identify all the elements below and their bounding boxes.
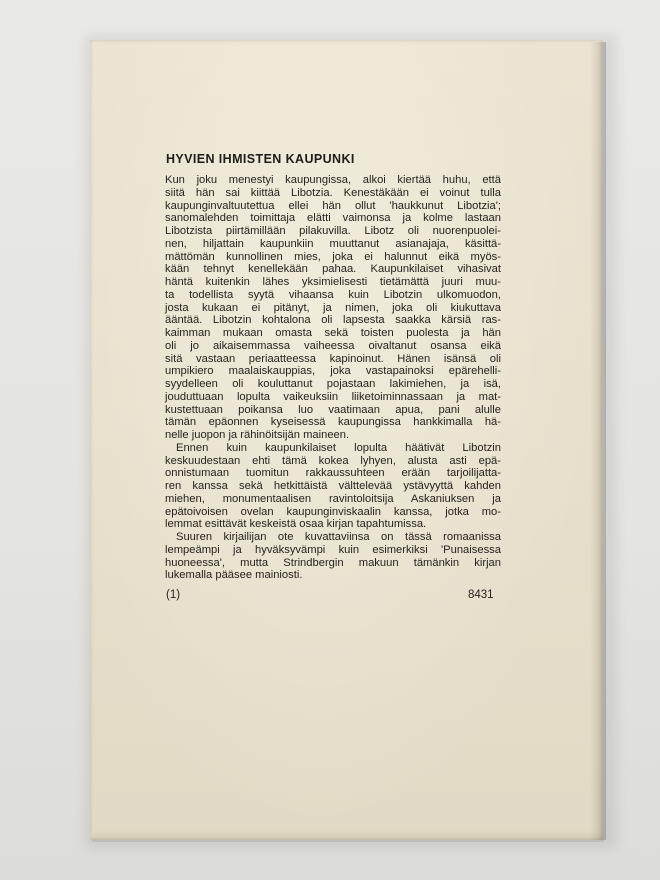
book-title: HYVIEN IHMISTEN KAUPUNKI bbox=[166, 152, 355, 166]
blurb-line: lukemalla pääsee mainiosti. bbox=[165, 569, 303, 582]
blurb-line: ta todellista syytä vihaansa kuin Libotzin ulkomuodon, bbox=[165, 288, 501, 301]
blurb-line: epätoivoisen ovelan kaupunginviskaalin kanssa, jotka mo- bbox=[165, 505, 501, 518]
blurb-line: syydelleen oli kouluttanut pojastaan lakimiehen, ja isä, bbox=[165, 378, 501, 390]
blurb-line: kaimman mukaan omasta sekä toisten puolesta ja hän bbox=[165, 327, 501, 339]
blurb-line: jouduttuaan lopulta vaikeuksiin liiketoiminnassaan ja mat- bbox=[165, 390, 501, 403]
blurb-line: onnistumaan tuomitun rakkaussuhteen erään tarjoilijatta- bbox=[165, 467, 501, 480]
blurb-line: ren kanssa sekä hetkittäistä välttelevää ystävyyttä kahden bbox=[165, 480, 501, 492]
blurb-line: nen, hiljattain kaupunkiin muuttanut asianajaja, käsittä- bbox=[165, 237, 501, 250]
blurb-line: kään tehnyt kenellekään pahaa. Kaupunkilaiset vihasivat bbox=[165, 263, 501, 276]
blurb-line: sanomalehden toimittaja elätti vaimonsa ja kolme lastaan bbox=[165, 212, 501, 225]
blurb-text bbox=[165, 174, 501, 582]
blurb-line: Ennen kuin kaupunkilaiset lopulta häätivät Libotzin bbox=[176, 441, 501, 454]
blurb-line: oli jo aikaisemmassa vaiheessa oivaltanut osansa eikä bbox=[165, 339, 501, 352]
blurb-line: siitä hän sai kiittää Libotzia. Kenestäkään ei voinut tulla bbox=[165, 186, 501, 199]
blurb-line: kaupunginvaltuutettua ellei hän ollut 'haukkunut Libotzia'; bbox=[165, 199, 501, 212]
blurb-line: tämän epäonnen kyseisessä kaupungissa hankkimalla hä- bbox=[165, 416, 501, 429]
catalog-number: 8431 bbox=[468, 589, 494, 601]
book-right-edge bbox=[590, 42, 606, 840]
blurb-line: umpikiero maalaiskauppias, joka vastapainoksi epärehelli- bbox=[165, 365, 501, 378]
blurb-line: häntä kuitenkin lähes yksimielisesti tietämättä juuri muu- bbox=[165, 276, 501, 288]
blurb-line: sitä vastaan periaatteessa kapinoinut. Hänen isänsä oli bbox=[165, 352, 501, 365]
blurb-line: Libotzista piirtämillään pilakuvilla. Libotz oli nuorenpuolei- bbox=[165, 225, 501, 237]
blurb-line: keskuudestaan ehti tämä kokea lyhyen, alusta asti epä- bbox=[165, 454, 501, 467]
blurb-line: lemmat esittävät keskeistä osaa kirjan tapahtumissa. bbox=[165, 518, 427, 531]
book-bottom-edge bbox=[92, 830, 604, 842]
blurb-line: huoneessa', mutta Strindbergin makuun tämänkin kirjan bbox=[165, 556, 501, 569]
blurb-line: Kun joku menestyi kaupungissa, alkoi kiertää huhu, että bbox=[165, 174, 501, 186]
blurb-line: lempeämpi ja hyväksyvämpi kuin esimerkiksi 'Punaisessa bbox=[165, 543, 501, 556]
blurb-line: miehen, monumentaalisen ravintoloitsija Askaniuksen ja bbox=[165, 492, 501, 505]
blurb-line: kustettuaan poikansa luo vaatimaan apua, pani alulle bbox=[165, 403, 501, 416]
blurb-line: Suuren kirjailijan ote kuvattaviinsa on tässä romaanissa bbox=[176, 531, 501, 543]
blurb-line: mättömän kunnollinen mies, joka ei halunnut eikä myös- bbox=[165, 250, 501, 263]
edition-code: (1) bbox=[166, 589, 181, 601]
blurb-line: nelle juopon ja rähinöitsijän maineen. bbox=[165, 429, 350, 441]
blurb-line: josta kukaan ei pitänyt, ja nimen, joka oli kiukuttava bbox=[165, 301, 501, 314]
blurb-line: ääntää. Libotzin kohtalona oli lapsesta saakka kärsiä ras- bbox=[165, 314, 501, 327]
